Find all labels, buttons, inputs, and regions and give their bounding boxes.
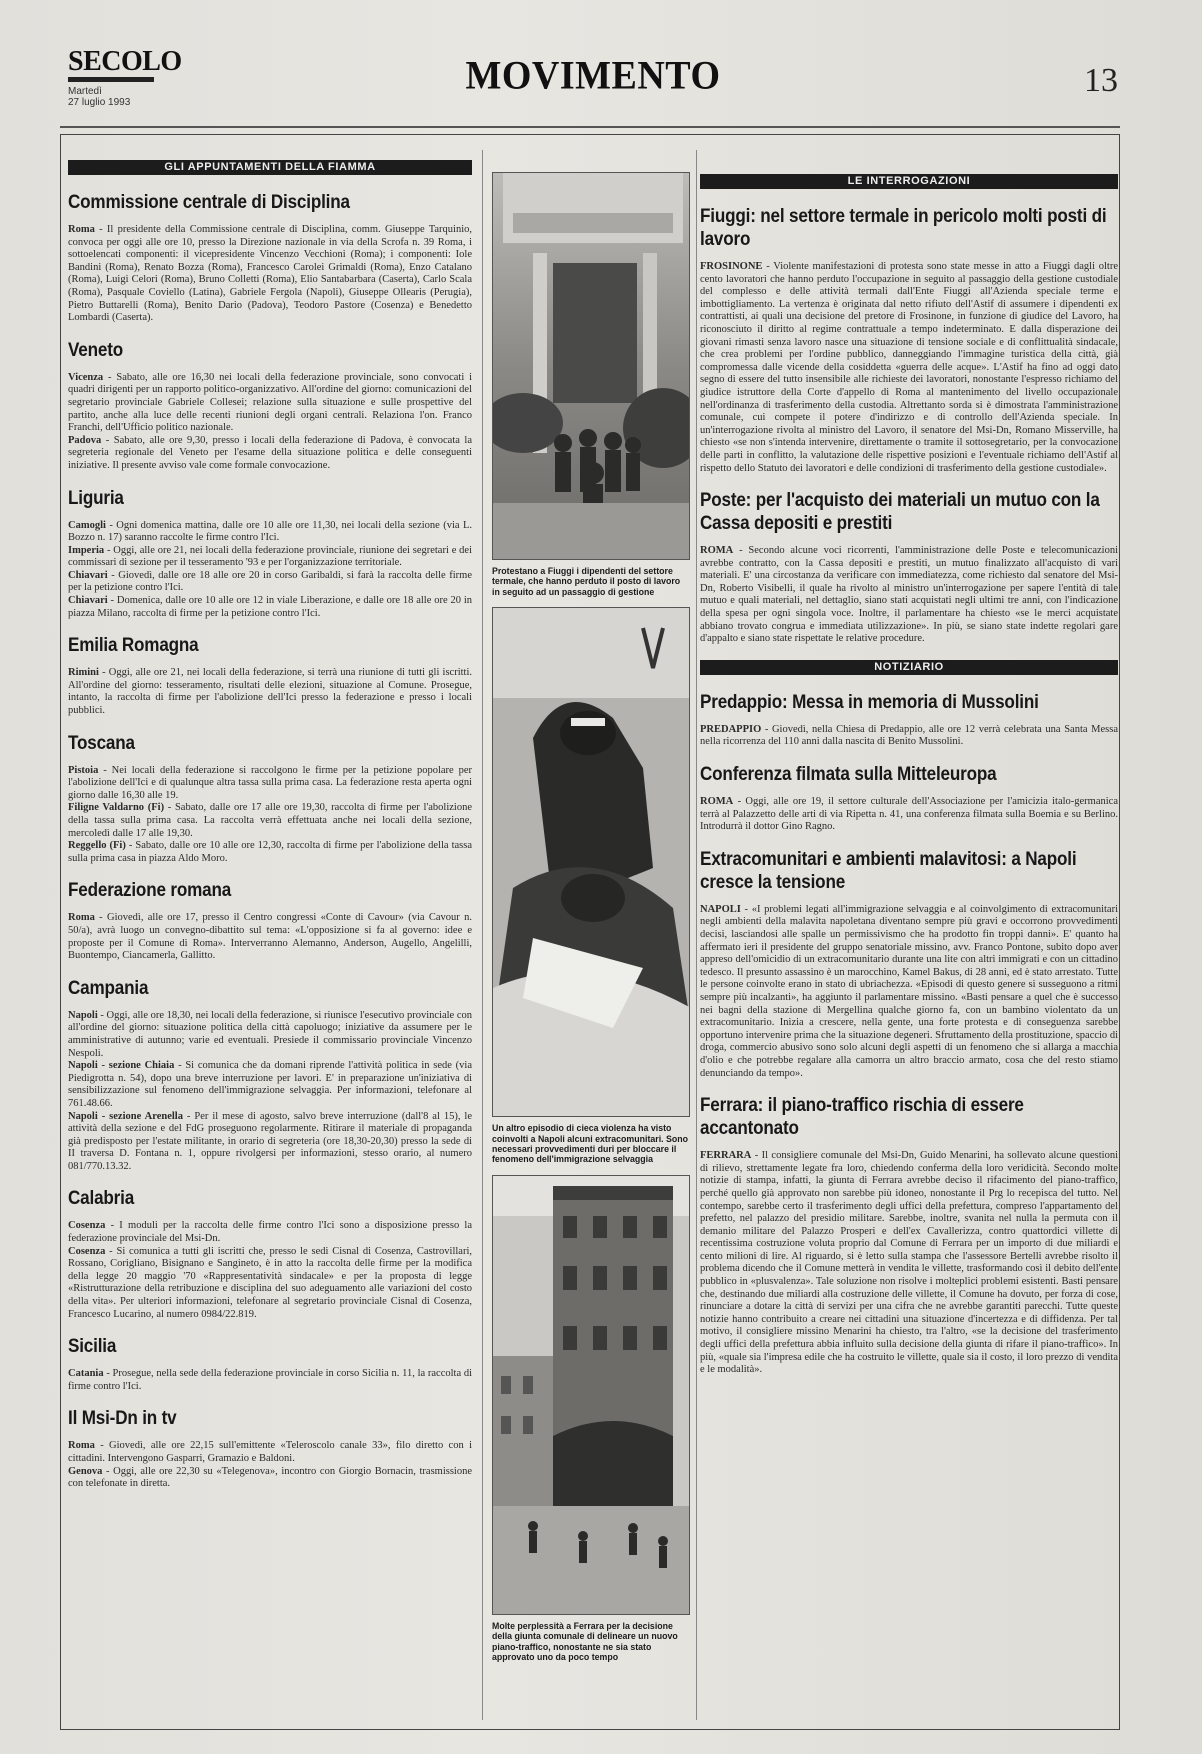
article-text: - «I problemi legati all'immigrazione selvaggia e al coinvolgimento di extracomunitari negli ambienti della malavita napoletana diventano sempre più gravi e occorrono provvedimenti decisi, lasciandosi alle spalle un permissivismo che ha prodotto fin troppi danni». E' quanto ha affermato ieri il presidente del gruppo senatoriale missino, avv. Franco Pontone, subito dopo aver appreso dell'omicidio di un extracomunitario durante una lite con altri immigrati e con un cittadino tedesco. Il presunto assassino è un marocchino, Kamel Bakus, di 28 anni, ed è stato arrestato. Tutte le persone coinvolte erano in stato di ubriachezza. «Episodi di questo genere si susseguono a ritmi sempre più incalzanti», ha aggiunto il parlamentare missino. «Basti pensare a quel che è successo nei bagni della stazione di Mergellina qualche giorno fa, con un bambino violentato da un extracomunitario. Inizia a crescere, nella gente, una forte protesta e di conseguenza sarebbe opportuno intervenire prima che la situazione degeneri. Sfruttamento della prostituzione, spaccio di droga, commercio abusivo sono solo alcuni degli aspetti di un fenomeno che si allarga a macchia d'olio e che potrebbe regalare alla camorra un altro braccio armato, cosa che del resto stiamo denunciando da tempo».: [700, 903, 1118, 1079]
notice-place: Vicenza: [68, 371, 104, 383]
section-body: [68, 1368, 472, 1393]
header-rule: [60, 126, 1120, 128]
notice-paragraph: [68, 372, 472, 435]
notice-text: - Giovedì, dalle ore 18 alle ore 20 in corso Garibaldi, si farà la raccolta delle firme per la petizione contro l'Ici.: [68, 569, 472, 594]
notice-paragraph: [68, 520, 472, 545]
ferrara-photo-caption: Molte perplessità a Ferrara per la decisione della giunta comunale di delineare un nuovo piano-traffico, nonostante ne sia stato approvato uno da poco tempo: [492, 1620, 678, 1663]
article-dateline: FROSINONE: [700, 261, 763, 272]
section-heading: Il Msi-Dn in tv: [68, 1408, 177, 1430]
notice-place: Roma: [68, 1440, 95, 1452]
section-body: [68, 765, 472, 866]
notice-text: - Sabato, dalle ore 10 alle ore 12,30, raccolta di firme per l'abolizione della tassa sulla prima casa in piazza Aldo Moro.: [68, 840, 472, 864]
notice-place: Imperia: [68, 544, 105, 556]
article-body: [700, 1150, 1118, 1377]
fiuggi-photo-caption: Protestano a Fiuggi i dipendenti del settore termale, che hanno perduto il posto di lavoro in seguito ad un passaggio di gestione: [492, 566, 681, 597]
column-divider-left: [482, 150, 483, 1720]
appuntamenti-column: [68, 160, 472, 1725]
notice-paragraph: [68, 1010, 472, 1060]
section-title: MOVIMENTO: [465, 53, 721, 99]
article-paragraph: [700, 545, 1118, 646]
notice-text: - Sabato, alle ore 9,30, presso i locali della federazione di Padova, è convocata la segreteria regionale del Veneto per l'esame della situazione politica e delle conseguenti iniziative. Il presente avviso vale come formale convocazione.: [68, 434, 472, 471]
appuntamenti-bar: GLI APPUNTAMENTI DELLA FIAMMA: [68, 160, 472, 175]
notice-text: - Oggi, alle ore 21, nei locali della federazione provinciale, riunione dei segretari e dei commissari di sezione per il tesseramento '93 e per l'organizzazione territoriale.: [68, 544, 472, 569]
notice-text: - Si comunica che da domani riprende l'attività politica in sede (via Piedigrotta n. 54), dopo una breve interruzione per lavori. E' in preparazione un'iniziativa di sensibilizzazione sul fenomeno dell'immigrazione selvaggia. Per informazioni, telefonare al 761.48.66.: [68, 1060, 472, 1109]
section-body: [68, 667, 472, 717]
notice-place: Reggello (Fi): [68, 840, 126, 852]
notice-text: - Sabato, alle ore 16,30 nei locali della federazione provinciale, sono convocati i quadri dirigenti per un rapporto politico-organizzativo. All'ordine del giorno: comunicazioni del segretario provinciale Gabriele Collesei; relazione sulla situazione e sulle prospettive del partito, anche alla luce delle recenti riunioni degli organi centrali. Relaziona l'on. Franco Franchi, dell'Ufficio politico nazionale.: [68, 371, 472, 434]
article-text: - Giovedì, nella Chiesa di Predappio, alle ore 12 verrà celebrata una Santa Messa nella ricorrenza del 110 anni dalla nascita di Benito Mussolini.: [700, 723, 1118, 748]
fiuggi-protest-photo: [492, 172, 690, 560]
notice-place: Napoli - sezione Arenella: [68, 1110, 183, 1122]
notice-text: - Oggi, alle ore 21, nei locali della federazione, si terrà una riunione di tutti gli iscritti. All'ordine del giorno: tesseramento, risultati delle elezioni, situazione al Comune. Prosegue, intanto, la raccolta di firme per l'abolizione dell'Ici presso la federazione e presso i locali pubblici.: [68, 667, 472, 717]
article-text: - Violente manifestazioni di protesta sono state messe in atto a Fiuggi dagli oltre cento lavoratori che hanno perduto l'occupazione in seguito al passaggio della gestione custodiale del complesso e delle attività termali dall'Ente Fiuggi all'Azienda speciale terme e imbottigliamento. La vertenza è originata dal netto rifiuto dell'Astif di assumere i dipendenti ex contrattisti, ai quali una decisione del pretore di Frosinone, in funzione di giudice del Lavoro, ha riconosciuto il diritto al regime contrattuale a tempo indeterminato. E dalla disperazione dei giovani rimasti senza lavoro nasce una situazione di tensione sociale e di conflittualità sindacale, che crea problemi per l'ordine pubblico, danneggiando l'immagine turistica della città, già compromessa dalle vicende della cosiddetta «guerra delle acque». L'Astif ha fino ad oggi dato segno di essere del tutto insensibile alle richieste dei lavoratori, nonostante l'espresso richiamo del giudice istruttore della Corte d'appello di Roma al mantenimento del livello occupazionale nell'ordinanza di trasferimento della custodia. Altrettanto sorda si è dimostrata l'amministrazione comunale, cui compete il potere d'indirizzo e di controllo dell'Azienda speciale. In un'interrogazione rivolta al ministro del Lavoro, il senatore del Msi-Dn, Romano Misserville, ha chiesto «se non s'intenda intervenire, direttamente o tramite il sottosegretario, per la convocazione delle parti in conflitto, la valutazione delle rispettive posizioni e l'eventuale richiamo dell'Astif al rispetto dello Statuto dei lavoratori e delle condizioni di trasferimento della gestione custodiale».: [700, 261, 1118, 474]
notice-text: - Prosegue, nella sede della federazione provinciale in corso Sicilia n. 11, la raccolta di firme contro l'Ici.: [68, 1368, 472, 1392]
section-body: [68, 912, 472, 962]
news-column: [700, 174, 1118, 1722]
article-body: [700, 796, 1118, 834]
article-body: [700, 545, 1118, 646]
notice-place: Camogli: [68, 519, 106, 531]
section-heading: Federazione romana: [68, 880, 232, 902]
notice-place: Padova: [68, 434, 102, 446]
article-body: [700, 261, 1118, 475]
masthead: [68, 46, 1118, 116]
section-heading: Campania: [68, 977, 149, 999]
notice-paragraph: [68, 1440, 472, 1465]
notice-text: - Si comunica a tutti gli iscritti che, presso le sedi Cisnal di Cosenza, Castrovillari, Rossano, Corigliano, Bisignano e Sangineto, è in atto la raccolta delle firme per la modifica della legge 20 maggio '70 «Rappresentatività sindacale» e per la proposta di legge «Ristrutturazione della retribuzione e disciplina del suo adeguamento alle variazioni del costo della vita». Per ulteriori informazioni, telefonare al segretario provinciale Cisnal di Cosenza, Francesco Lucarino, al numero 0984/22.819.: [68, 1245, 472, 1320]
notice-paragraph: [68, 570, 472, 595]
notice-place: Catania: [68, 1368, 104, 1380]
notice-paragraph: [68, 224, 472, 325]
article-body: [700, 904, 1118, 1080]
article-paragraph: [700, 904, 1118, 1080]
article-dateline: FERRARA: [700, 1150, 752, 1162]
notice-place: Genova: [68, 1465, 103, 1477]
issue-weekday: Martedì: [68, 86, 102, 97]
notice-text: - Giovedì, alle ore 17, presso il Centro congressi «Conte di Cavour» (via Cavour n. 50/a), avrà luogo un convegno-dibattito sul tema: «L'opposizione si fa al governo: idee e proposte per il Comune di Roma». Interverranno Alemanno, Anderson, Augello, Angelilli, Buontempo, Ciancamerla, Gallitto.: [68, 912, 472, 962]
notice-paragraph: [68, 595, 472, 620]
notice-paragraph: [68, 435, 472, 473]
article-paragraph: [700, 261, 1118, 475]
notice-place: Cosenza: [68, 1220, 106, 1232]
notice-place: Filigne Valdarno (Fi): [68, 802, 165, 814]
article-text: - Oggi, alle ore 19, il settore culturale dell'Associazione per l'amicizia italo-germanica terrà al Palazzetto delle arti di via Ripetta n. 41, una conferenza filmata sulla Boemia e su Berlino. Introdurrà il dottor Gino Ragno.: [700, 796, 1118, 833]
notice-text: - Oggi, alle ore 18,30, nei locali della federazione, si riunisce l'esecutivo provinciale con all'ordine del giorno: situazione politica della città capoluogo; iniziative da assumere per le amministrative di autunno; varie ed eventuali. Presiede il commissario provinciale Vincenzo Nespoli.: [68, 1009, 472, 1059]
interrogazioni-articles: [700, 205, 1118, 646]
notice-text: - Domenica, dalle ore 10 alle ore 12 in viale Liberazione, e dalle ore 18 alle ore 20 in piazza Milano, raccolta di firme per la petizione contro l'Ici.: [68, 595, 472, 619]
article-text: - Il consigliere comunale del Msi-Dn, Guido Menarini, ha sollevato alcune questioni di rilievo, strettamente legate fra loro, chiedendo conferma della loro veridicità. Secondo molte notizie di stampa, infatti, la giunta di Ferrara avrebbe deciso il rifacimento del piano-traffico, perché quello già approvato non sarebbe più idoneo, nonostante il Prg lo recepisca del tutto. Nel contempo, sarebbe certo il trasferimento degli uffici della prefettura, compreso l'appartamento del prefetto, nel palazzo del presidio militare. Sarebbe, inoltre, svanita nel nulla la permuta con il demanio militare del Palazzo Prosperi e dell'ex Cavallerizza, contro quattordici villette di recentissima costruzione voluta proprio dal Comune di Ferrara per un importo di due miliardi e cento milioni di lire. Al riguardo, si è letto sulla stampa che l'assessore Bertelli avrebbe risolto il problema dicendo che il Comune metterà in vendita le villette, trasformando così il debito dell'ente pubblico in «plusvalenza». Tale soluzione non risolve i molteplici problemi esistenti. Basti pensare che, destinando due miliardi alla costruzione delle villette, il Comune ha dovuto, per forza di cose, rinunciare a dotare la città di servizi per una cifra che ne avrebbe garantiti parecchi. Tutte queste notizie hanno contribuito a creare nei cittadini una situazione d'incertezza e di diffidenza. Per tal motivo, il consigliere missino Menarini ha chiesto, tra l'altro, «se la decisione del trasferimento degli uffici della prefettura abbia influito sulla decisione della giunta di rifare il piano-traffico». In più, «quale sia l'impresa edile che ha costruito le villette, quale sia il costo, il loro prezzo di vendita e le modalità».: [700, 1150, 1118, 1376]
section-body: [68, 1220, 472, 1321]
notice-place: Pistoia: [68, 764, 99, 776]
napoli-violence-photo: [492, 607, 690, 1117]
notice-text: - Giovedì, alle ore 22,15 sull'emittente «Teleroscolo canale 33», filo diretto con i cittadini. Intervengono Gasparri, Gramazio e Baldoni.: [68, 1440, 472, 1464]
notice-paragraph: [68, 667, 472, 717]
notice-place: Cosenza: [68, 1245, 106, 1257]
notice-paragraph: [68, 912, 472, 962]
notice-text: - Per il mese di agosto, salvo breve interruzione (dall'8 al 15), le attività della sezione e del FdG proseguono regolarmente. Ritirare il materiale di propaganda già predisposto per l'estate militante, in orario di segreteria (ore 18,30-20,30) presso la sede di II traversa D. Fontana n. 1, oppure rivolgersi per informazioni, stesso orario, al numero 081/770.13.32.: [68, 1110, 472, 1172]
photo-column: [492, 172, 690, 1720]
notiziario-bar: NOTIZIARIO: [700, 660, 1118, 675]
column-divider-right: [696, 150, 697, 1720]
notice-paragraph: [68, 1060, 472, 1110]
article-paragraph: [700, 724, 1118, 749]
notice-text: - Oggi, alle ore 22,30 su «Telegenova», incontro con Giorgio Bornacin, trasmissione con telefonate in diretta.: [68, 1465, 472, 1490]
interrogazioni-bar: LE INTERROGAZIONI: [700, 174, 1118, 189]
notice-place: Napoli: [68, 1009, 98, 1021]
notice-place: Chiavari: [68, 569, 108, 581]
page-number: 13: [1084, 62, 1118, 99]
notice-paragraph: [68, 765, 472, 803]
article-headline: Predappio: Messa in memoria di Mussolini: [700, 691, 1039, 713]
article-dateline: PREDAPPIO: [700, 723, 762, 735]
notice-text: - Il presidente della Commissione centrale di Disciplina, comm. Giuseppe Tarquinio, convoca per oggi alle ore 10, presso la Direzione nazionale in via della Scrofa n. 39 Roma, i sottoelencati componenti: il vicepresidente Vincenzo Vecchioni (Roma); i componenti: Iole Bandini (Roma), Renato Bozza (Roma), Francesco Carolei Grimaldi (Roma), Enzo Catalano (Roma), Luigi Celori (Roma), Bruno Colletti (Roma), Elio Santabarbara (Caserta), Carlo Scala (Roma), Pasquale Coviello (Latina), Gabriele Fergola (Napoli), Giuseppe Ollearis (Perugia), Pietro Buttarelli (Roma), Benito Dario (Padova), Teodoro Pastore (Cosenza) e Benedetto Lombardi (Caserta).: [68, 224, 472, 324]
section-body: [68, 372, 472, 473]
article-dateline: ROMA: [700, 796, 734, 808]
article-dateline: NAPOLI: [700, 903, 741, 915]
ferrara-square-photo: [492, 1175, 690, 1615]
article-headline: Poste: per l'acquisto dei materiali un mutuo con la Cassa depositi e prestiti: [700, 490, 1100, 535]
article-paragraph: [700, 1150, 1118, 1377]
notice-paragraph: [68, 802, 472, 840]
newspaper-logo: SECOLO: [68, 46, 182, 77]
article-body: [700, 724, 1118, 749]
article-paragraph: [700, 796, 1118, 834]
notice-paragraph: [68, 1220, 472, 1245]
section-body: [68, 520, 472, 621]
section-body: [68, 1010, 472, 1174]
article-headline: Conferenza filmata sulla Mitteleuropa: [700, 764, 997, 786]
appuntamenti-list: [68, 191, 472, 1491]
section-heading: Emilia Romagna: [68, 635, 199, 657]
section-body: [68, 224, 472, 325]
notice-paragraph: [68, 1111, 472, 1174]
section-heading: Commissione centrale di Disciplina: [68, 192, 350, 213]
notice-place: Napoli - sezione Chiaia: [68, 1060, 175, 1072]
section-heading: Liguria: [68, 487, 124, 509]
notice-text: - Nei locali della federazione si raccolgono le firme per la petizione popolare per l'abolizione dell'Ici e di qualunque altra tassa sulla prima casa. La federazione resta aperta ogni giorno dalle 16,30 alle 19.: [68, 764, 472, 801]
article-text: - Secondo alcune voci ricorrenti, l'amministrazione delle Poste e telecomunicazioni avrebbe contratto, con la Cassa depositi e prestiti, un mutuo finalizzato all'acquisto di vari materiali. E' una circostanza da verificare con immediatezza, come richiesto dal senatore del Msi-Dn, Roberto Visibelli, il quale ha rivolto al ministro un'interrogazione per sapere l'entità di tale mutuo e quali materiali, nel dettaglio, siano stati acquistati negli ultimi tre anni, con l'indicazione della spesa per ogni singola voce. Inoltre, il parlamentare ha chiesto «se le merci acquistate abbiano trovato congrua e immediata utilizzazione». In più, se siano state indette regolari gare d'appalto e siano state rispettate le relative procedure.: [700, 545, 1118, 645]
article-headline: Fiuggi: nel settore termale in pericolo molti posti di lavoro: [700, 206, 1107, 250]
notice-paragraph: [68, 545, 472, 570]
notiziario-articles: [700, 691, 1118, 1377]
notice-place: Roma: [68, 912, 95, 924]
notice-paragraph: [68, 1246, 472, 1322]
notice-place: Rimini: [68, 667, 99, 679]
issue-day: 27 luglio 1993: [68, 97, 131, 108]
notice-paragraph: [68, 840, 472, 865]
notice-text: - Ogni domenica mattina, dalle ore 10 alle ore 11,30, nei locali della sezione (via L. Bozzo n. 17) saranno raccolte le firme contro l'Ici.: [68, 519, 472, 544]
napoli-photo-caption: Un altro episodio di cieca violenza ha visto coinvolti a Napoli alcuni extracomunitari. Sono necessari provvedimenti duri per bloccare il fenomeno dell'immigrazione selvaggia: [492, 1123, 689, 1165]
notice-text: - I moduli per la raccolta delle firme contro l'Ici sono a disposizione presso la federazione provinciale del Msi-Dn.: [68, 1220, 472, 1245]
article-headline: Extracomunitari e ambienti malavitosi: a Napoli cresce la tensione: [700, 848, 1077, 893]
notice-paragraph: [68, 1466, 472, 1491]
section-heading: Veneto: [68, 339, 123, 361]
section-heading: Toscana: [68, 732, 135, 754]
notice-place: Chiavari: [68, 595, 108, 607]
section-heading: Sicilia: [68, 1336, 117, 1358]
notice-place: Roma: [68, 224, 95, 235]
notice-text: - Sabato, dalle ore 17 alle ore 19,30, raccolta di firme per l'abolizione della tassa sulla prima casa. La raccolta verrà effettuata anche nei locali della sezione, mercoledì dalle 17 alle 19,30.: [68, 802, 472, 839]
notice-paragraph: [68, 1368, 472, 1393]
section-heading: Calabria: [68, 1188, 135, 1210]
article-headline: Ferrara: il piano-traffico rischia di essere accantonato: [700, 1095, 1024, 1140]
section-body: [68, 1440, 472, 1490]
article-dateline: ROMA: [700, 545, 734, 557]
